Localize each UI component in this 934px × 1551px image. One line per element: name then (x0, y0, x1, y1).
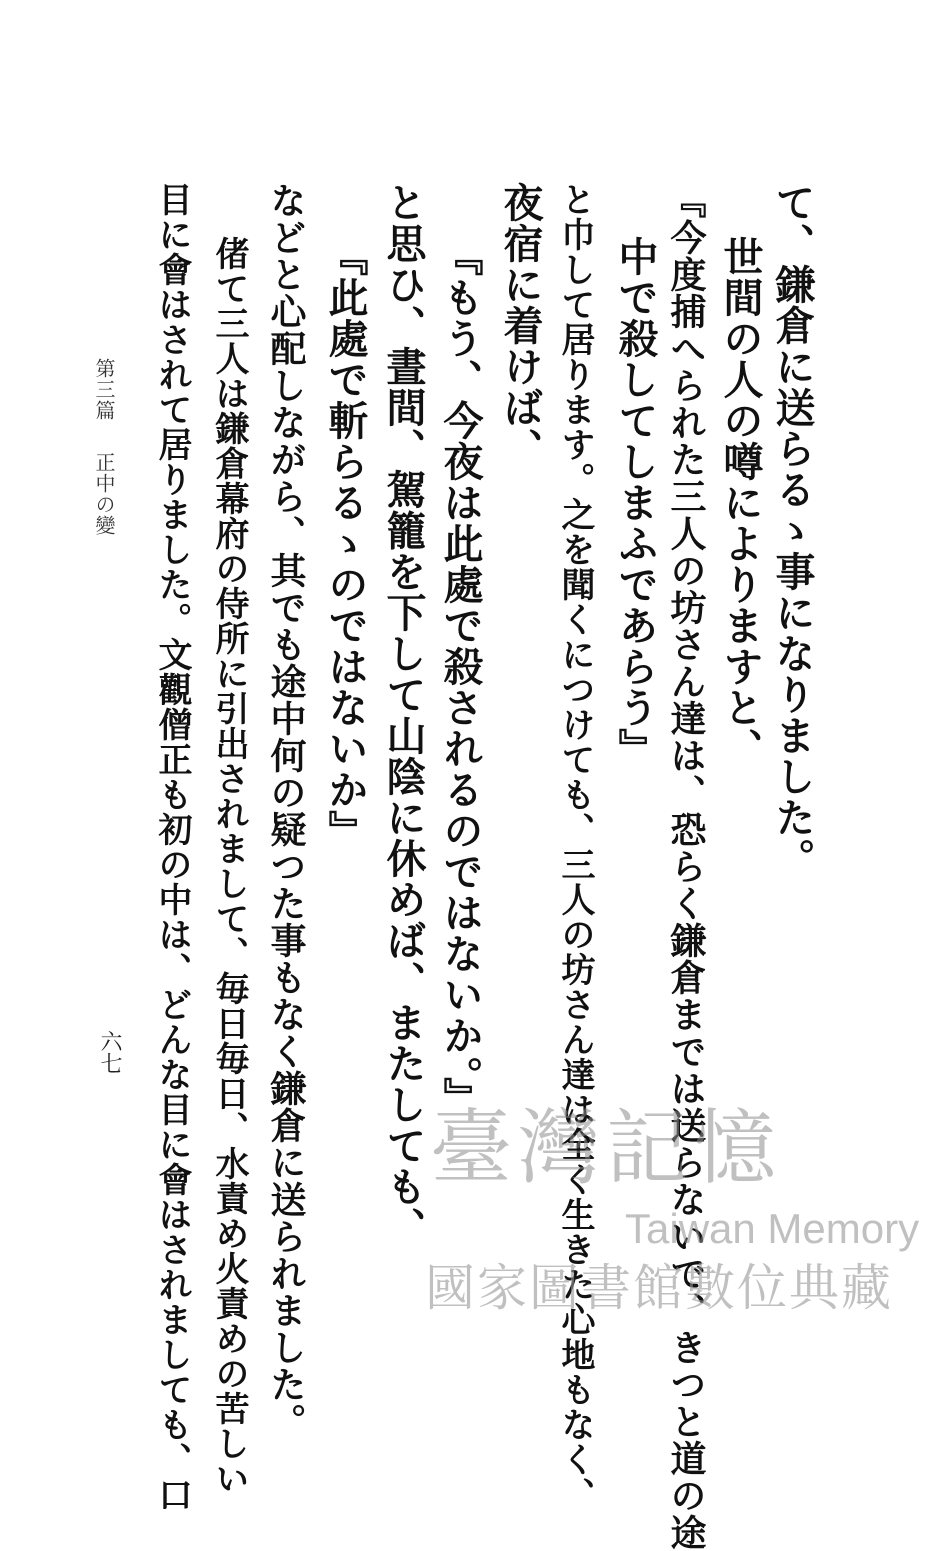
text-line-7: 『もう、今夜は此處で殺されるのではないか。』 (437, 236, 484, 1118)
text-line-1: て、鎌倉に送らるゝ事になりました。 (769, 182, 816, 879)
text-line-12: 目に會はされて居りました。文觀僧正も初の中は、どんな目に會はされましても、口 (152, 182, 192, 1512)
text-line-3: 『今度捕へられた三人の坊さん達は、恐らく鎌倉までは送らないで、きつと道の途 (665, 182, 707, 1551)
text-line-6: 夜宿に着けば、 (497, 182, 544, 469)
text-line-2: 世間の人の噂によりますと、 (717, 236, 764, 769)
text-line-11: 偖て三人は鎌倉幕府の侍所に引出されまして、毎日毎日、水責め火責めの苦しい (209, 236, 249, 1496)
running-header-section: 第三篇 (92, 358, 116, 421)
text-line-5: と巾して居ります。之を聞くにつけても、三人の坊さん達は全く生きた心地もなく、 (555, 182, 595, 1512)
text-line-4: 中で殺してしまふであらう』 (612, 236, 659, 769)
watermark-english: Taiwan Memory (625, 1205, 920, 1252)
watermark-logo-text: 臺灣記憶 (430, 1101, 783, 1196)
text-line-9: 『此處で斬らるゝのではないか』 (322, 236, 369, 851)
running-header-title: 正中の變 (92, 452, 116, 536)
page-number: 六七 (97, 1030, 122, 1074)
watermark-library-name: 國家圖書館數位典藏 (425, 1259, 893, 1317)
text-line-10: などと心配しながら、其でも途中何の疑つた事もなく鎌倉に送られました。 (265, 182, 307, 1440)
text-line-8: と思ひ、晝間、駕籠を下して山陰に休めば、またしても、 (380, 182, 427, 1248)
